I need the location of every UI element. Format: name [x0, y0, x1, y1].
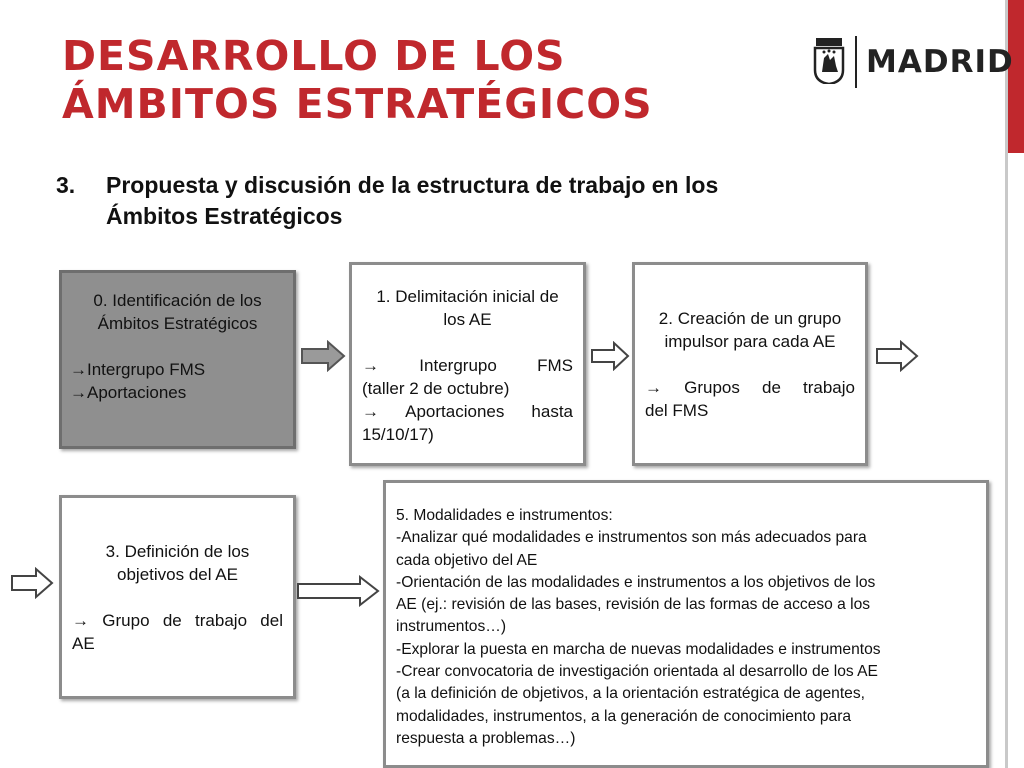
step-0-title-line-2: Ámbitos Estratégicos	[97, 314, 258, 333]
step-1-item-2-line-2: 15/10/17)	[362, 425, 434, 444]
step-5-line: modalidades, instrumentos, a la generación de conocimiento para	[396, 707, 852, 725]
step-3-title-line-2: objetivos del AE	[117, 565, 238, 584]
arrow-right-icon	[875, 340, 919, 372]
arrow-right-icon	[590, 341, 630, 371]
step-3-title-line-1: 3. Definición de los	[105, 542, 250, 561]
step-0-title-line-1: 0. Identificación de los	[93, 291, 262, 310]
step-0-item-1: →Intergrupo FMS	[70, 360, 206, 379]
logo-divider	[855, 36, 857, 88]
step-2-title-line-2: impulsor para cada AE	[664, 332, 836, 351]
subheading-text	[106, 170, 906, 232]
subheading-line-2: Ámbitos Estratégicos	[106, 203, 343, 229]
logo-text: MADRID	[866, 44, 1014, 80]
step-1-title-line-1: 1. Delimitación inicial de	[376, 287, 559, 306]
subheading-line-1: Propuesta y discusión de la estructura de trabajo en los	[106, 172, 719, 198]
step-5-line: -Analizar qué modalidades e instrumentos son más adecuados para	[396, 529, 867, 547]
slide-title-line-2: ÁMBITOS ESTRATÉGICOS	[62, 80, 653, 128]
step-5-line: instrumentos…)	[396, 618, 507, 636]
step-1-item-1-line-1: → Intergrupo FMS	[362, 356, 573, 375]
step-1-title-line-2: los AE	[443, 310, 492, 329]
step-3-box	[59, 495, 296, 699]
right-border-line	[1005, 0, 1008, 768]
step-5-line: respuesta a problemas…)	[396, 729, 576, 747]
step-1-item-1-line-2: (taller 2 de octubre)	[362, 379, 510, 398]
madrid-logo	[812, 36, 1014, 92]
arrow-right-icon	[296, 575, 380, 607]
step-1-box	[349, 262, 586, 466]
step-3-item-1-line-1: → Grupo de trabajo del	[72, 611, 283, 630]
step-2-item-1-line-2: del FMS	[645, 401, 709, 420]
step-5-line: -Orientación de las modalidades e instrumentos a los objetivos de los	[396, 573, 876, 591]
slide-title-line-1: DESARROLLO DE LOS	[62, 32, 566, 80]
step-5-text	[396, 505, 976, 750]
step-5-box	[383, 480, 989, 768]
step-2-title-line-1: 2. Creación de un grupo	[658, 309, 842, 328]
subheading-number: 3.	[56, 172, 76, 198]
arrow-right-icon	[300, 340, 346, 372]
step-3-item-1-line-2: AE	[72, 634, 95, 653]
step-5-line: AE (ej.: revisión de las bases, revisión de las formas de acceso a los	[396, 596, 871, 614]
step-5-line: cada objetivo del AE	[396, 551, 538, 569]
step-2-item-1-line-1: → Grupos de trabajo	[645, 378, 855, 397]
coat-of-arms-icon	[812, 38, 846, 84]
step-5-line: 5. Modalidades e instrumentos:	[396, 507, 613, 524]
step-0-box	[59, 270, 296, 449]
step-5-line: -Crear convocatoria de investigación orientada al desarrollo de los AE	[396, 663, 878, 681]
slide-title	[62, 32, 653, 128]
step-2-box	[632, 262, 868, 466]
step-5-line: (a la definición de objetivos, a la orientación estratégica de agentes,	[396, 685, 865, 703]
step-0-item-2: →Aportaciones	[70, 383, 187, 402]
step-5-line: -Explorar la puesta en marcha de nuevas modalidades e instrumentos	[396, 640, 881, 658]
arrow-right-icon	[10, 567, 54, 599]
step-1-item-2-line-1: → Aportaciones hasta	[362, 402, 573, 421]
